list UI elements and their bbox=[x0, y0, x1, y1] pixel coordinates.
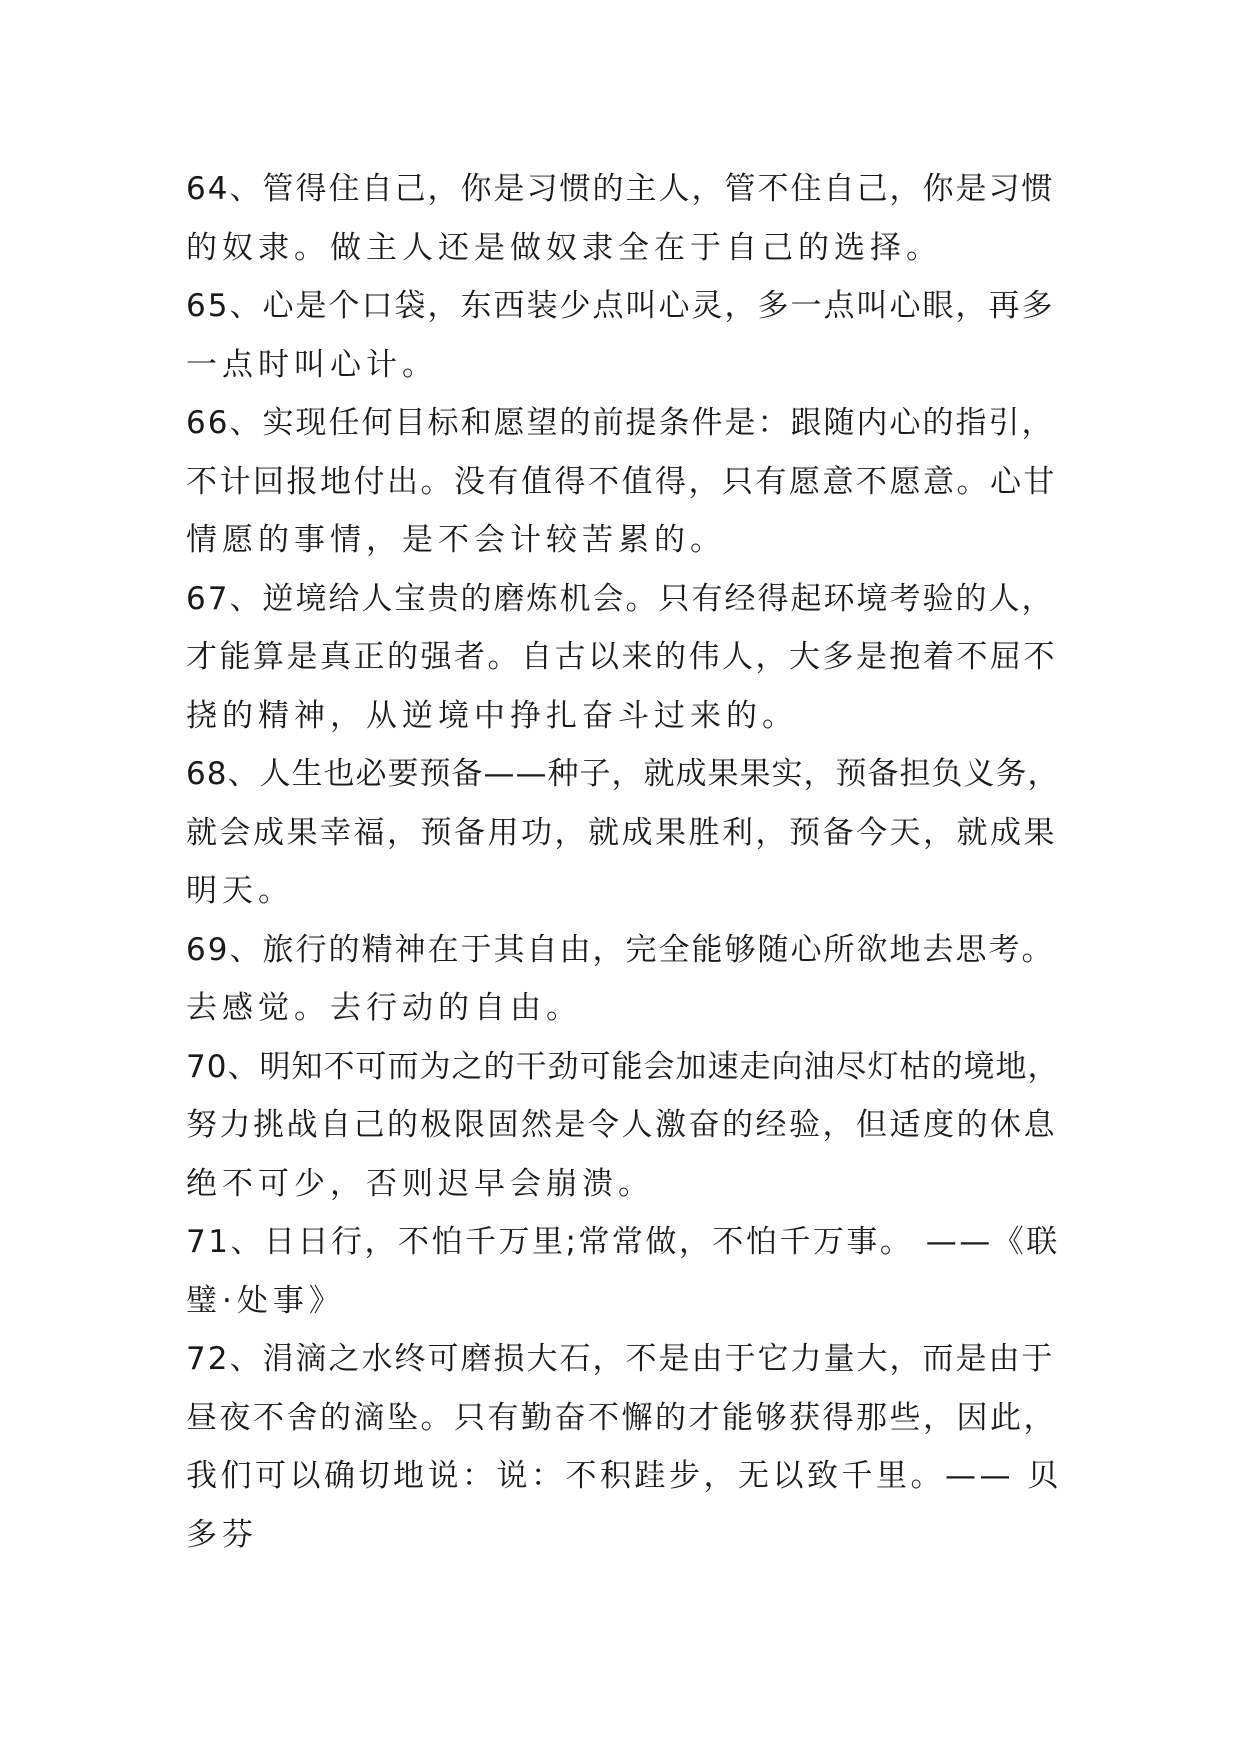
text-line: 就会成果幸福，预备用功，就成果胜利，预备今天，就成果 bbox=[186, 814, 1057, 851]
text-line: 65、心是个口袋，东西装少点叫心灵，多一点叫心眼，再多 bbox=[186, 288, 1055, 324]
text-line: 我们可以确切地说：说：不积跬步，无以致千里。—— 贝 bbox=[186, 1458, 1062, 1494]
text-line: 64、管得住自己，你是习惯的主人，管不住自己，你是习惯 bbox=[186, 171, 1055, 207]
text-line: 一点时叫心计。 bbox=[186, 346, 438, 383]
text-line: 明天。 bbox=[186, 873, 294, 909]
text-line: 绝不可少，否则迟早会崩溃。 bbox=[186, 1165, 654, 1202]
text-line: 情愿的事情，是不会计较苦累的。 bbox=[186, 522, 726, 558]
text-line: 66、实现任何目标和愿望的前提条件是：跟随内心的指引， bbox=[186, 405, 1055, 441]
text-line: 才能算是真正的强者。自古以来的伟人，大多是抱着不屈不 bbox=[186, 639, 1057, 675]
text-line: 的奴隶。做主人还是做奴隶全在于自己的选择。 bbox=[186, 229, 942, 266]
text-line: 67、逆境给人宝贵的磨炼机会。只有经得起环境考验的人， bbox=[186, 580, 1055, 617]
text-line: 挠的精神，从逆境中挣扎奋斗过来的。 bbox=[186, 697, 798, 734]
text-line: 71、日日行，不怕千万里;常常做，不怕千万事。 ——《联 bbox=[186, 1224, 1060, 1260]
text-line: 70、明知不可而为之的干劲可能会加速走向油尽灯枯的境地， bbox=[186, 1048, 1060, 1085]
text-line: 69、旅行的精神在于其自由，完全能够随心所欲地去思考。 bbox=[186, 931, 1055, 968]
text-line: 昼夜不舍的滴坠。只有勤奋不懈的才能够获得那些，因此， bbox=[186, 1399, 1057, 1436]
text-line: 不计回报地付出。没有值得不值得，只有愿意不愿意。心甘 bbox=[186, 463, 1057, 500]
text-line: 去感觉。去行动的自由。 bbox=[186, 990, 582, 1026]
text-line: 72、涓滴之水终可磨损大石，不是由于它力量大，而是由于 bbox=[186, 1341, 1055, 1377]
text-line: 68、人生也必要预备——种子，就成果果实，预备担负义务， bbox=[186, 756, 1060, 792]
text-line: 多芬 bbox=[186, 1516, 258, 1553]
text-line: 努力挑战自己的极限固然是令人激奋的经验，但适度的休息 bbox=[186, 1107, 1057, 1143]
document-body bbox=[186, 160, 1066, 1564]
text-line: 璧·处事》 bbox=[186, 1282, 345, 1319]
